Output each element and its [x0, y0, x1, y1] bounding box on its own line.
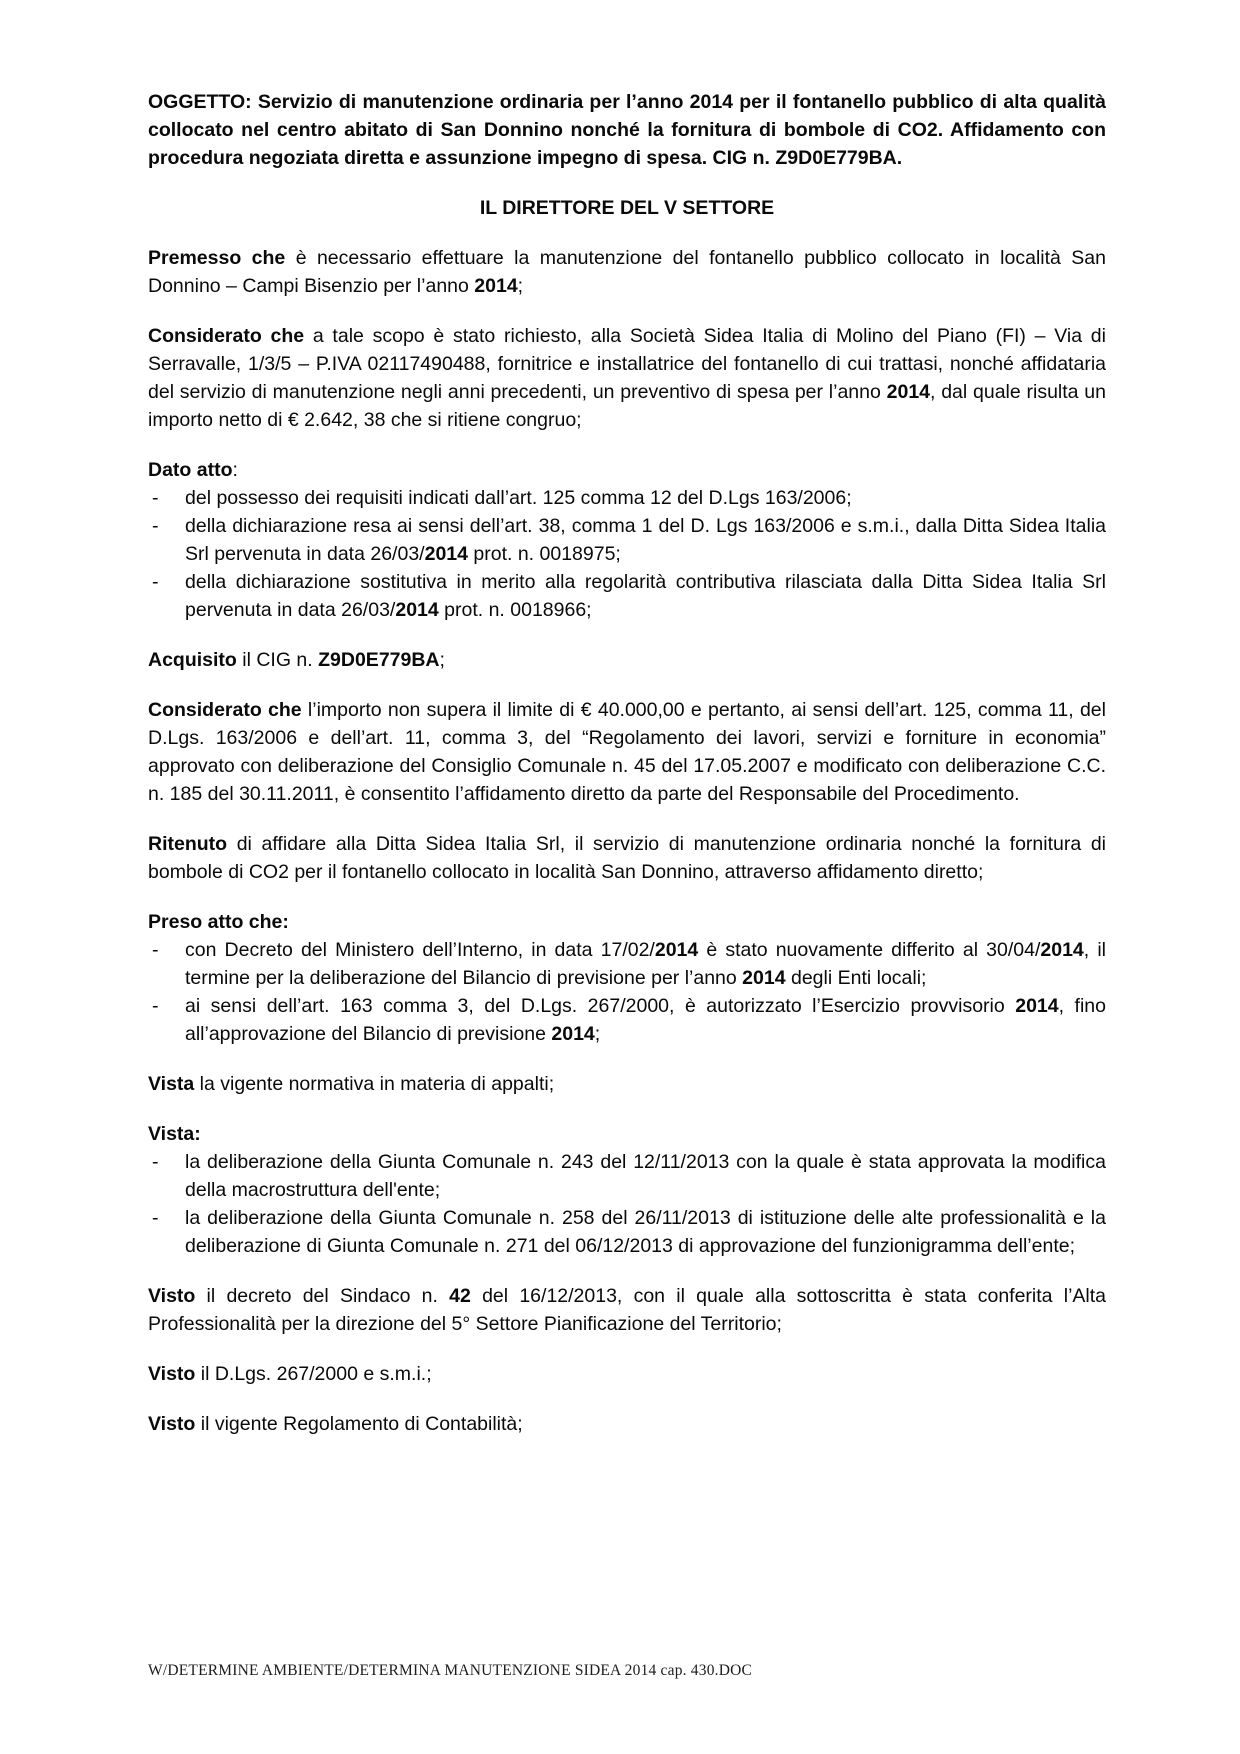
text-run: l’importo non supera il limite di € 40.000,00 e pertanto, ai sensi dell’art. 125, comma 11, del D.Lgs. 163/2006 e dell’art. 11, comma 3, del “Regolamento dei lavori, servizi e forniture in economia” approvato con deliberazione del Consiglio Comunale n. 45 del 17.05.2007 e modificato con deliberazione C.C. n. 185 del 30.11.2011, è consentito l’affidamento diretto da parte del Responsabile del Procedimento.: [148, 699, 1106, 805]
text-run: Premesso che: [148, 247, 286, 269]
text-run: il CIG n.: [236, 649, 319, 671]
text-run: prot. n. 0018966;: [438, 599, 592, 621]
dato-atto-list: [148, 484, 1106, 624]
text-run: ;: [517, 275, 524, 297]
text-run: OGGETTO: Servizio di manutenzione ordinaria per l’anno 2014 per il fontanello pubblico di alta qualità collocato nel centro abitato di San Donnino nonché la fornitura di bombole di CO2. Affidamento con procedura negoziata diretta e assunzione impegno di spesa. CIG n. Z9D0E779BA.: [148, 91, 1106, 169]
vista-list: [148, 1148, 1106, 1260]
visto-regolamento-paragraph: [148, 1410, 1106, 1438]
list-item: [148, 1204, 1106, 1260]
text-run: la vigente normativa in materia di appalti;: [194, 1073, 555, 1095]
considerato-richiesta-paragraph: [148, 322, 1106, 434]
text-run: Vista:: [148, 1123, 201, 1145]
text-run: di affidare alla Ditta Sidea Italia Srl, il servizio di manutenzione ordinaria nonché la fornitura di bombole di CO2 per il fontanello collocato in località San Donnino, attraverso affidamento diretto;: [148, 833, 1106, 883]
text-run: la deliberazione della Giunta Comunale n. 243 del 12/11/2013 con la quale è stata approvata la modifica della macrostruttura dell'ente;: [185, 1151, 1106, 1201]
text-run: 2014: [424, 543, 468, 565]
text-run: IL DIRETTORE DEL V SETTORE: [479, 197, 775, 219]
text-run: Preso atto che:: [148, 911, 289, 933]
document-footer-path: W/DETERMINE AMBIENTE/DETERMINA MANUTENZIONE SIDEA 2014 cap. 430.DOC: [148, 1662, 753, 1679]
vista-normativa-paragraph: [148, 1070, 1106, 1098]
text-run: il vigente Regolamento di Contabilità;: [195, 1413, 523, 1435]
text-run: con Decreto del Ministero dell’Interno, in data 17/02/: [185, 939, 655, 961]
list-item-text: [185, 568, 1106, 624]
list-item-text: [185, 1148, 1106, 1204]
text-run: a tale scopo è stato richiesto, alla Società Sidea Italia di Molino del Piano (FI) – Via di Serravalle, 1/3/5 – P.IVA 02117490488, fornitrice e installatrice del fontanello di cui trattasi, nonché affidataria del servizio di manutenzione negli anni precedenti, un preventivo di spesa per l’anno: [148, 325, 1106, 403]
text-run: Ritenuto: [148, 833, 228, 855]
text-run: Considerato che: [148, 325, 305, 347]
dato-atto-heading: [148, 456, 1106, 484]
premesso-paragraph: [148, 244, 1106, 300]
text-run: ai sensi dell’art. 163 comma 3, del D.Lgs. 267/2000, è autorizzato l’Esercizio provvisorio: [185, 995, 1016, 1017]
text-run: 2014: [474, 275, 518, 297]
text-run: è stato nuovamente differito al 30/04/: [698, 939, 1041, 961]
text-run: Visto: [148, 1363, 196, 1385]
text-run: del 16/12/2013, con il quale alla sottoscritta è stata conferita l’Alta Professionalità per la direzione del 5° Settore Pianificazione del Territorio;: [148, 1285, 1107, 1335]
list-item: [148, 936, 1106, 992]
text-run: il D.Lgs. 267/2000 e s.m.i.;: [195, 1363, 432, 1385]
text-run: del possesso dei requisiti indicati dall’art. 125 comma 12 del D.Lgs 163/2006;: [185, 487, 852, 509]
text-run: 42: [449, 1285, 471, 1307]
list-bullet-dash: -: [152, 487, 159, 509]
text-run: Dato atto: [148, 459, 233, 481]
text-run: ;: [439, 649, 445, 671]
text-run: , il termine per la deliberazione del Bilancio di previsione per l’anno: [185, 939, 1106, 989]
list-bullet-dash: -: [152, 1151, 159, 1173]
text-run: , dal quale risulta un importo netto di € 2.642, 38 che si ritiene congruo;: [148, 381, 1107, 431]
list-bullet-dash: -: [152, 939, 159, 961]
text-run: Visto: [148, 1285, 196, 1307]
text-run: :: [232, 459, 238, 481]
text-run: della dichiarazione resa ai sensi dell’art. 38, comma 1 del D. Lgs 163/2006 e s.m.i., dalla Ditta Sidea Italia Srl pervenuta in data 26/03/: [185, 515, 1106, 565]
visto-decreto-paragraph: [148, 1282, 1106, 1338]
text-run: Visto: [148, 1413, 196, 1435]
text-run: Acquisito: [148, 649, 237, 671]
text-run: 2014: [395, 599, 439, 621]
preso-atto-heading: [148, 908, 1106, 936]
text-run: Vista: [148, 1073, 195, 1095]
text-run: il decreto del Sindaco n.: [195, 1285, 450, 1307]
text-run: 2014: [1015, 995, 1059, 1017]
text-run: Considerato che: [148, 699, 302, 721]
vista-heading: [148, 1120, 1106, 1148]
list-item-text: [185, 484, 1106, 512]
list-item-text: [185, 512, 1106, 568]
list-bullet-dash: -: [152, 515, 159, 537]
list-item-text: [185, 1204, 1106, 1260]
text-run: la deliberazione della Giunta Comunale n. 258 del 26/11/2013 di istituzione delle alte professionalità e la deliberazione di Giunta Comunale n. 271 del 06/12/2013 di approvazione del funzionigramma dell’ente;: [185, 1207, 1106, 1257]
list-item: [148, 512, 1106, 568]
text-run: 2014: [1040, 939, 1084, 961]
list-item-text: [185, 992, 1106, 1048]
list-bullet-dash: -: [152, 1207, 159, 1229]
ritenuto-paragraph: [148, 830, 1106, 886]
list-item: [148, 992, 1106, 1048]
preso-atto-list: [148, 936, 1106, 1048]
considerato-importo-paragraph: [148, 696, 1106, 808]
list-bullet-dash: -: [152, 571, 159, 593]
text-run: , fino all’approvazione del Bilancio di previsione: [185, 995, 1106, 1045]
text-run: Z9D0E779BA: [318, 649, 440, 671]
text-run: della dichiarazione sostitutiva in merito alla regolarità contributiva rilasciata dalla Ditta Sidea Italia Srl pervenuta in data 26/03/: [185, 571, 1106, 621]
text-run: prot. n. 0018975;: [467, 543, 621, 565]
direttore-heading: [148, 194, 1106, 222]
visto-dlgs-paragraph: [148, 1360, 1106, 1388]
text-run: 2014: [551, 1023, 595, 1045]
text-run: 2014: [742, 967, 786, 989]
list-item: [148, 1148, 1106, 1204]
oggetto-paragraph: [148, 88, 1106, 172]
acquisito-paragraph: [148, 646, 1106, 674]
text-run: degli Enti locali;: [785, 967, 927, 989]
text-run: ;: [594, 1023, 601, 1045]
text-run: 2014: [654, 939, 699, 961]
list-item: [148, 484, 1106, 512]
document-content: [148, 88, 1106, 1438]
list-bullet-dash: -: [152, 995, 159, 1017]
text-run: è necessario effettuare la manutenzione del fontanello pubblico collocato in località San Donnino – Campi Bisenzio per l’anno: [148, 247, 1106, 297]
list-item-text: [185, 936, 1106, 992]
list-item: [148, 568, 1106, 624]
text-run: 2014: [886, 381, 931, 403]
